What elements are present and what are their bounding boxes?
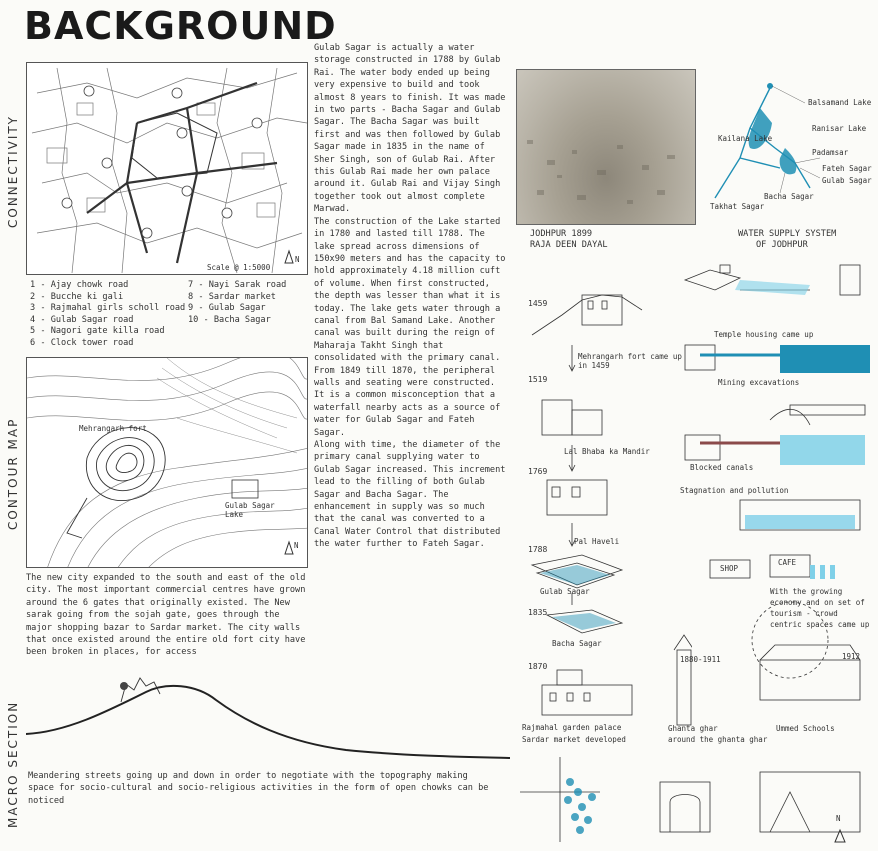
legend-item: 1 - Ajay chowk road: [30, 280, 129, 290]
legend-item: 5 - Nagori gate killa road: [30, 326, 165, 336]
legend-item: 9 - Gulab Sagar: [188, 303, 266, 313]
legend-item: 6 - Clock tower road: [30, 337, 134, 348]
water-story-column: [680, 260, 875, 720]
blocked-label: Blocked canals: [690, 463, 754, 472]
fort-label: Mehrangarh fort: [79, 424, 147, 433]
mining-label: Mining excavations: [718, 378, 800, 387]
water-map-label: Gulab Sagar: [822, 176, 872, 185]
legend-item: 4 - Gulab Sagar road: [30, 314, 134, 325]
city-expansion-text: The new city expanded to the south and east of the old city. The most important commercial centres have grown around the 6 gates that originally existed. The New sarak going from the sojah gate, goes through the major shopping bazar to Sardar market. The city walls that once existed around the entire old fort city have been broken in places, for access: [26, 573, 306, 658]
contour-map: [26, 357, 308, 568]
stagnation-label: Stagnation and pollution: [680, 486, 789, 495]
street-map-drawing: [27, 63, 309, 276]
macro-section-label: MACRO SECTION: [6, 700, 20, 828]
connectivity-map: [26, 62, 308, 275]
photo-texture: [517, 70, 697, 226]
shop-sign: SHOP: [720, 564, 739, 573]
history-paragraph-1: Gulab Sagar is actually a water storage constructed in 1788 by Gulab Rai. The water body ended up being very expensive to build and took almost 8 years to finish. It was made in two parts - Bacha Sagar and Gulab Sagar. The Bacha Sagar was built first and was then followed by Gulab Sagar made in 1835 in the name of Sher Singh, son of Gulab Rai. After this Gulab Rai made her own palace around it. Gulab Rai and Vijay Singh together took out almost complete Marwad.: [314, 43, 506, 215]
water-map-label: Padamsar: [812, 148, 849, 157]
timeline-year: 1519: [528, 375, 548, 384]
photo-caption-line1: JODHPUR 1899: [530, 229, 593, 239]
bottom-north-label: N: [836, 814, 841, 823]
water-map-label: Kailana Lake: [718, 134, 773, 143]
water-map-caption-line2: OF JODHPUR: [756, 240, 808, 250]
connectivity-label: CONNECTIVITY: [6, 114, 20, 228]
legend-item: 10 - Bacha Sagar: [188, 314, 271, 325]
history-text-column: [314, 42, 510, 551]
section-profile: [26, 672, 510, 762]
photo-caption-line2: RAJA DEEN DAYAL: [530, 240, 608, 250]
timeline-label: Gulab Sagar: [540, 587, 590, 596]
water-map-label: Balsamand Lake: [808, 98, 872, 107]
historic-photo: [516, 69, 696, 225]
water-map-label: Ranisar Lake: [812, 124, 867, 133]
road-legend-left: [30, 280, 185, 349]
street-sketches: [510, 752, 874, 847]
timeline-label: around the ghanta ghar: [668, 735, 768, 744]
history-paragraph-2: The construction of the Lake started in 1780 and lasted till 1788. The lake spread across dimensions of 150x90 meters and has the capacity to hold approximately 4.18 million cuft of volume. When first constructed, the depth was lesser than what it is today. The lake gets water through a canal from Bal Samand Lake. Another canal was built during the reign of Maharaja Takht Singh that consolidated with the primary canal. From 1849 till 1870, the peripheral walls and seating were constructed. It is a common misconception that a waterfall nearby acts as a source of water for Gulab Sagar and Fateh Sagar.: [314, 216, 506, 438]
cafe-sign: CAFE: [778, 558, 797, 567]
page-title: BACKGROUND: [24, 4, 337, 48]
timeline-label: Rajmahal garden palace: [522, 723, 622, 732]
timeline-label: Mehrangarh fort came up in 1459: [578, 352, 682, 370]
timeline-sketches: [522, 255, 692, 735]
legend-item: 3 - Rajmahal girls scholl road: [30, 303, 186, 313]
legend-item: 7 - Nayi Sarak road: [188, 280, 287, 290]
bottom-sketches: [510, 752, 874, 847]
timeline-label: Sardar market developed: [522, 735, 626, 744]
history-paragraph-3: Along with time, the diameter of the primary canal supplying water to Gulab Sagar increased. This increment lead to the filling of both Gulab Sagar and Bacha Sagar. The enhancement in supply was so much that the canal was converted to a Canal Water Control that distributed the water further to Fateh Sagar.: [314, 440, 506, 550]
water-map-label: Takhat Sagar: [710, 202, 765, 211]
timeline-label: Lal Bhaba ka Mandir: [564, 447, 650, 456]
timeline-label: Pal Haveli: [574, 537, 620, 546]
timeline-column: [522, 255, 692, 735]
lake-label: Gulab Sagar Lake: [225, 501, 275, 519]
temple-label: Temple housing came up: [714, 330, 814, 339]
contour-map-label: CONTOUR MAP: [6, 417, 20, 530]
contour-north-label: N: [294, 541, 299, 550]
water-map-label: Bacha Sagar: [764, 192, 814, 201]
timeline-year: 1788: [528, 545, 548, 554]
map-scale: Scale @ 1:5000: [207, 263, 271, 272]
timeline-year: 1459: [528, 299, 548, 308]
macro-section-drawing: [26, 672, 510, 762]
timeline-year: 1870: [528, 662, 548, 671]
water-map-caption-line1: WATER SUPPLY SYSTEM: [738, 229, 837, 239]
road-legend-right: [188, 280, 286, 326]
economy-label: With the growing economy and on set of tourism - crowd centric spaces came up: [770, 587, 870, 629]
timeline-year: 1835: [528, 608, 548, 617]
timeline-label: Ummed Schools: [776, 724, 835, 733]
year-1912-label: 1912: [842, 652, 861, 661]
legend-item: 2 - Bucche ki gali: [30, 291, 124, 302]
legend-item: 8 - Sardar market: [188, 291, 276, 302]
north-arrow-label: N: [295, 255, 300, 264]
timeline-label: 1880-1911: [680, 655, 721, 664]
water-map-label: Fateh Sagar: [822, 164, 872, 173]
timeline-label: Ghanta ghar: [668, 724, 718, 733]
timeline-label: Bacha Sagar: [552, 639, 602, 648]
water-supply-map: [700, 68, 872, 228]
macro-section-text: Meandering streets going up and down in order to negotiate with the topography making space for socio-cultural and socio-religious activities in the form of open chowks can be noticed: [28, 771, 489, 806]
contour-lines-drawing: [27, 358, 308, 568]
timeline-year: 1769: [528, 467, 548, 476]
